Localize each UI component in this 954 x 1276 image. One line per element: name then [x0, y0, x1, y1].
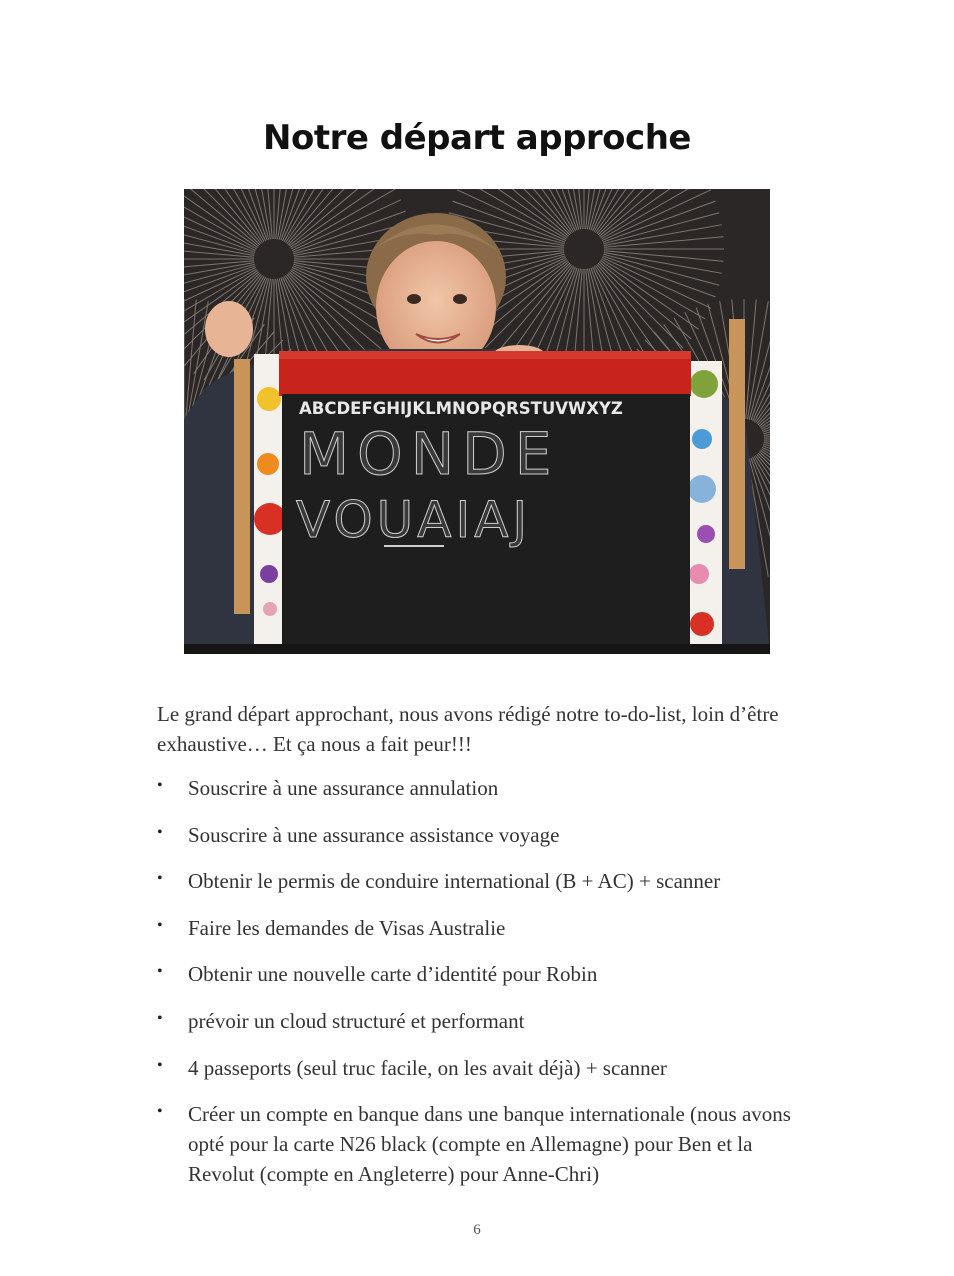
todo-item-text: Créer un compte en banque dans une banque internationale (nous avons opté pour la carte N26 black (compte en Allemagne) pour Ben et la Revolut (compte en Angleterre) pour Anne-Chri): [188, 1102, 791, 1187]
bullet-icon: •: [157, 823, 163, 841]
todo-item: [157, 773, 802, 803]
chalk-word-monde: MONDE: [299, 420, 560, 488]
bullet-icon: •: [157, 870, 163, 888]
todo-item-text: Obtenir une nouvelle carte d’identité pour Robin: [188, 962, 598, 987]
todo-item: [157, 820, 802, 850]
todo-item: [157, 1053, 802, 1083]
todo-item: [157, 1006, 802, 1036]
bullet-icon: •: [157, 916, 163, 934]
bullet-icon: •: [157, 1103, 163, 1121]
chalk-word-voyage: VOUAIAJ: [296, 491, 532, 549]
todo-item: [157, 1099, 802, 1189]
todo-item-text: Obtenir le permis de conduire international (B + AC) + scanner: [188, 869, 721, 894]
todo-item: [157, 959, 802, 989]
chalkboard-alphabet: ABCDEFGHIJKLMNOPQRSTUVWXYZ: [299, 399, 623, 418]
todo-item-text: Faire les demandes de Visas Australie: [188, 915, 506, 940]
todo-item: [157, 913, 802, 943]
page-number: 6: [473, 1222, 481, 1238]
todo-list: [157, 773, 802, 1206]
intro-paragraph: Le grand départ approchant, nous avons rédigé notre to-do-list, loin d’être exhaustive… Et ça nous a fait peur!!!: [157, 702, 779, 756]
bullet-icon: •: [157, 1009, 163, 1027]
page-title: Notre départ approche: [263, 118, 691, 158]
todo-item: [157, 866, 802, 896]
bullet-icon: •: [157, 963, 163, 981]
bullet-icon: •: [157, 1056, 163, 1074]
todo-item-text: Souscrire à une assurance assistance voyage: [188, 822, 560, 847]
todo-item-text: Souscrire à une assurance annulation: [188, 776, 499, 800]
child-chalkboard-photo: [184, 189, 770, 654]
bullet-icon: •: [157, 777, 163, 794]
todo-item-text: prévoir un cloud structuré et performant: [188, 1008, 525, 1033]
todo-item-text: 4 passeports (seul truc facile, on les avait déjà) + scanner: [188, 1055, 667, 1080]
